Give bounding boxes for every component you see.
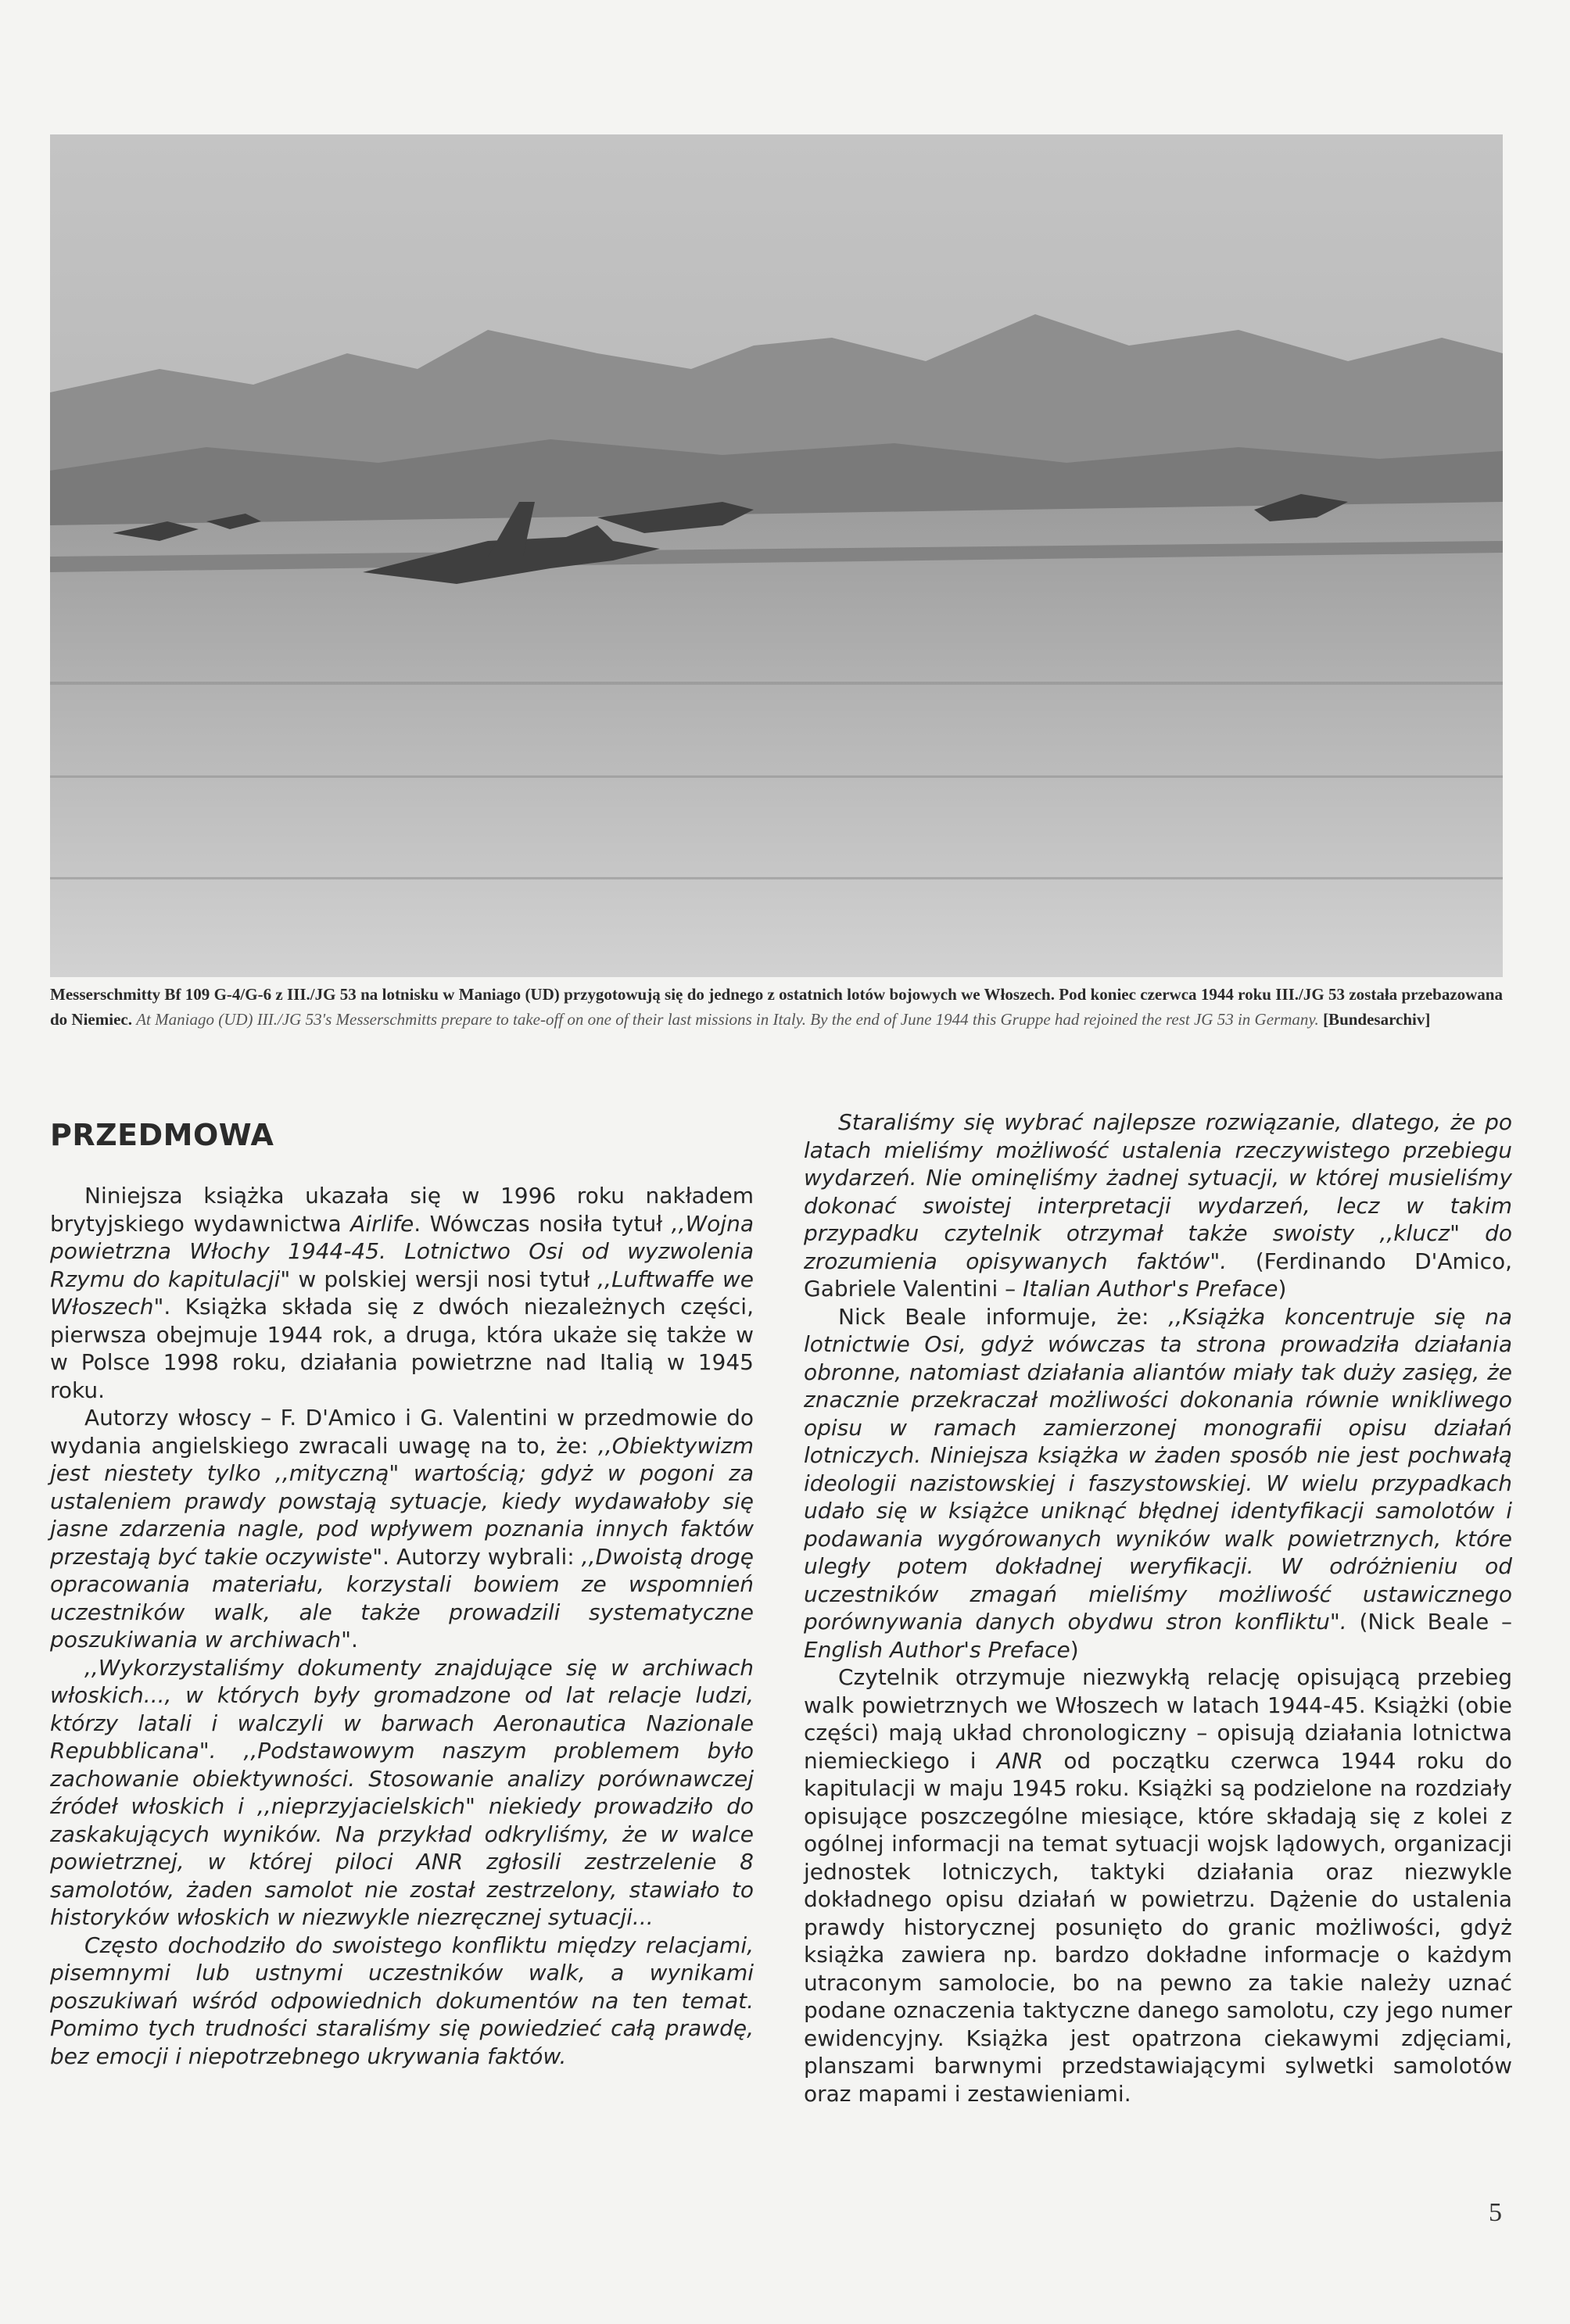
section-heading: PRZEDMOWA bbox=[50, 1118, 274, 1152]
photograph-airfield bbox=[50, 134, 1503, 977]
left-paragraph-2: Autorzy włoscy – F. D'Amico i G. Valentini w przedmowie do wydania angielskiego zwracali uwagę na to, że: ,,Obiektywizm jest niestety tylko ,,mityczną" wartością; gdyż w pogoni za ustaleniem prawdy powstają sytuacje, kiedy wydawałoby się jasne zdarzenia nagle, pod wpływem poznania innych faktów przestają być takie oczywiste". Autorzy wybrali: ,,Dwoistą drogę opracowania materiału, korzystali bowiem ze wspomnień uczestników walk, ale także prowadzili systematyczne poszukiwania w archiwach". bbox=[50, 1405, 755, 1653]
left-paragraph-3: ,,Wykorzystaliśmy dokumenty znajdujące się w archiwach włoskich..., w których były gromadzone od lat relacje ludzi, którzy latali i walczyli w barwach Aeronautica Nazionale Repubblicana". ,,Podstawowym naszym problemem było zachowanie obiektywności. Stosowanie analizy porównawczej źródeł włoskich i ,,nieprzyjacielskich" niekiedy prowadziło do zaskakujących wyników. Na przykład odkryliśmy, że w walce powietrznej, w której piloci ANR zgłosili zestrzelenie 8 samolotów, żaden samolot nie został zestrzelony, stawiało to historyków włoskich w niezwykle niezręcznej sytuacji... bbox=[50, 1654, 754, 1930]
airfield-photo-illustration bbox=[50, 134, 1503, 977]
right-column bbox=[804, 1108, 1512, 2107]
photo-caption bbox=[50, 982, 1503, 1032]
right-paragraph-2: Nick Beale informuje, że: ,,Książka koncentruje się na lotnictwie Osi, gdyż wówczas ta strona prowadziła działania obronne, natomiast działania aliantów miały tak duży zasięg, że znacznie przekraczał możliwości dokonania równie wnikliwego opisu w ramach zamierzonej monografii opisu działań lotniczych. Niniejsza książka w żaden sposób nie jest pochwałą ideologii nazistowskiej i faszystowskiej. W wielu przypadkach udało się w książce uniknąć błędnej identyfikacji samolotów i podawania wygórowanych wyników walk powietrznych, które uległy potem dokładnej weryfikacji. W odróżnieniu od uczestników zmagań mieliśmy możliwość ustawicznego porównywania danych obydwu stron konfliktu". (Nick Beale – English Author's Preface) bbox=[804, 1303, 1512, 1663]
caption-source: [Bundesarchiv] bbox=[1323, 1010, 1431, 1029]
page-number: 5 bbox=[1489, 2198, 1502, 2227]
left-paragraph-1: Niniejsza książka ukazała się w 1996 roku nakładem brytyjskiego wydawnictwa Airlife. Wówczas nosiła tytuł ,,Wojna powietrzna Włochy 1944-45. Lotnictwo Osi od wyzwolenia Rzymu do kapitulacji" w polskiej wersji nosi tytuł ,,Luftwaffe we Włoszech". Książka składa się z dwóch niezależnych części, pierwsza obejmuje 1944 rok, a druga, która ukaże się także w w Polsce 1998 roku, działania powietrzne nad Italią w 1945 roku. bbox=[50, 1183, 754, 1403]
caption-english: At Maniago (UD) III./JG 53's Messerschmitts prepare to take-off on one of their last missions in Italy. By the end of June 1944 this Gruppe had rejoined the rest JG 53 in Germany. bbox=[136, 1010, 1319, 1029]
left-column bbox=[50, 1102, 754, 2070]
right-paragraph-3: Czytelnik otrzymuje niezwykłą relację opisującą przebieg walk powietrznych we Włoszech w latach 1944-45. Książki (obie części) mają układ chronologiczny – opisują działania lotnictwa niemieckiego i ANR od początku czerwca 1944 roku do kapitulacji w maju 1945 roku. Książki są podzielone na rozdziały opisujące poszczególne miesiące, które składają się z kolei z ogólnej informacji na temat sytuacji wojsk lądowych, organizacji jednostek lotniczych, taktyki działania oraz niezwykle dokładnego opisu działań w powietrzu. Dążenie do ustalenia prawdy historycznej posunięto do granic możliwości, gdyż książka zawiera np. bardzo dokładne informacje o każdym utraconym samolocie, bo na pewno za takie należy uznać podane oznaczenia taktyczne danego samolotu, czy jego numer ewidencyjny. Książka jest opatrzona ciekawymi zdjęciami, planszami barwnymi przedstawiającymi sylwetki samolotów oraz mapami i zestawieniami. bbox=[804, 1664, 1512, 2107]
left-paragraph-4: Często dochodziło do swoistego konfliktu między relacjami, pisemnymi lub ustnymi uczestników walk, a wynikami poszukiwań wśród odpowiednich dokumentów na ten temat. Pomimo tych trudności staraliśmy się powiedzieć całą prawdę, bez emocji i niepotrzebnego ukrywania faktów. bbox=[50, 1932, 754, 2069]
caption-polish: Messerschmitty Bf 109 G-4/G-6 z III./JG 53 na lotnisku w Maniago (UD) przygotowują się do jednego z ostatnich lotów bojowych we Włoszech. Pod koniec czerwca 1944 roku III./JG 53 została przebazowana do Niemiec. bbox=[50, 985, 1503, 1029]
right-paragraph-1: Staraliśmy się wybrać najlepsze rozwiązanie, dlatego, że po latach mieliśmy możliwość ustalenia rzeczywistego przebiegu wydarzeń. Nie ominęliśmy żadnej sytuacji, w której musieliśmy dokonać swoistej interpretacji wydarzeń, lecz w takim przypadku czytelnik otrzymał także swoisty ,,klucz" do zrozumienia opisywanych faktów". (Ferdinando D'Amico, Gabriele Valentini – Italian Author's Preface) bbox=[804, 1109, 1512, 1302]
